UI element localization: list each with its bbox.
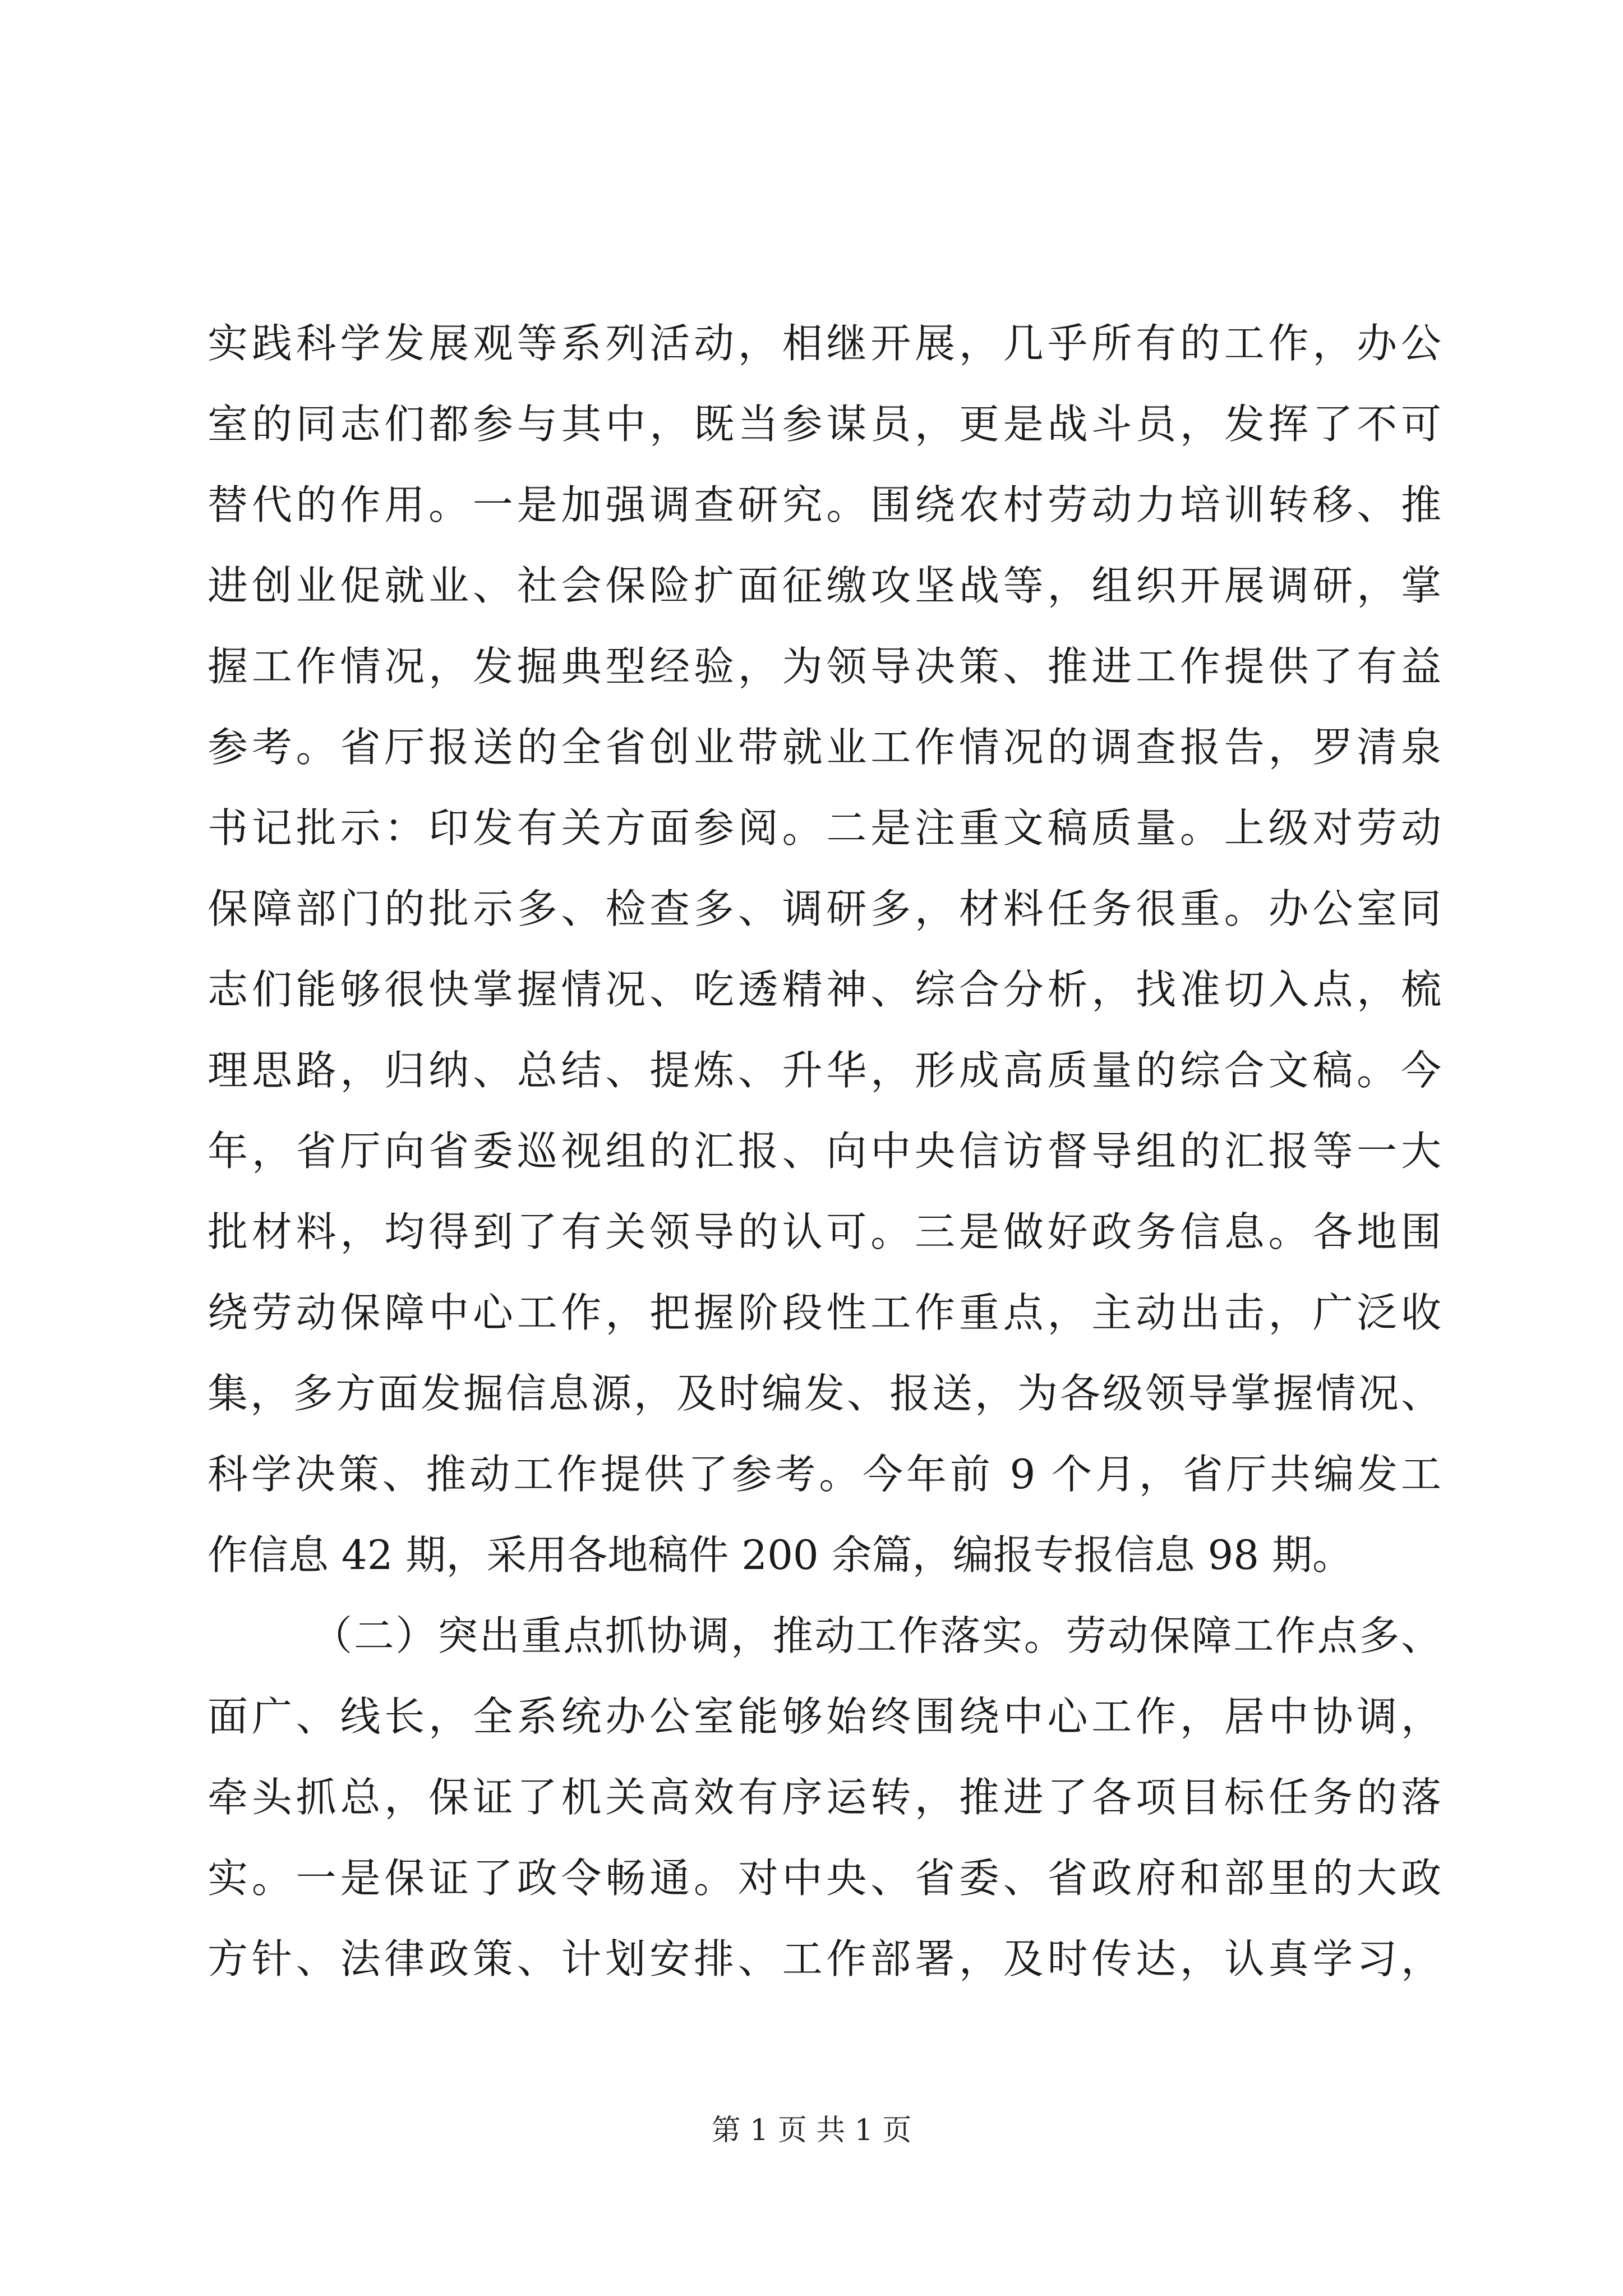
text-line: 进创业促就业、社会保险扩面征缴攻坚战等，组织开展调研，掌 [208,562,1441,609]
text-line: 牵头抓总，保证了机关高效有序运转，推进了各项目标任务的落 [208,1774,1441,1821]
text-line: 作信息 42 期，采用各地稿件 200 余篇，编报专报信息 98 期。 [208,1531,1353,1579]
text-line: 年，省厅向省委巡视组的汇报、向中央信访督导组的汇报等一大 [208,1128,1441,1175]
text-line: 实践科学发展观等系列活动，相继开展，几乎所有的工作，办公 [208,320,1441,367]
text-line: （二）突出重点抓协调，推动工作落实。劳动保障工作点多、 [312,1612,1441,1659]
text-line: 科学决策、推动工作提供了参考。今年前 9 个月，省厅共编发工 [208,1451,1441,1498]
text-line: 保障部门的批示多、检查多、调研多，材料任务很重。办公室同 [208,885,1441,932]
text-line: 握工作情况，发掘典型经验，为领导决策、推进工作提供了有益 [208,643,1441,690]
text-line: 书记批示：印发有关方面参阅。二是注重文稿质量。上级对劳动 [208,804,1441,852]
body-text [208,303,1441,1999]
text-line: 集，多方面发掘信息源，及时编发、报送，为各级领导掌握情况、 [208,1370,1441,1417]
text-line: 志们能够很快掌握情况、吃透精神、综合分析，找准切入点，梳 [208,966,1441,1013]
text-line: 理思路，归纳、总结、提炼、升华，形成高质量的综合文稿。今 [208,1047,1441,1094]
text-line: 替代的作用。一是加强调查研究。围绕农村劳动力培训转移、推 [208,481,1441,528]
text-line: 方针、法律政策、计划安排、工作部署，及时传达，认真学习， [208,1935,1441,1982]
text-line: 实。一是保证了政令畅通。对中央、省委、省政府和部里的大政 [208,1855,1441,1902]
text-line: 批材料，均得到了有关领导的认可。三是做好政务信息。各地围 [208,1208,1441,1255]
text-line: 面广、线长，全系统办公室能够始终围绕中心工作，居中协调， [208,1693,1441,1740]
text-line: 室的同志们都参与其中，既当参谋员，更是战斗员，发挥了不可 [208,401,1441,448]
text-line: 参考。省厅报送的全省创业带就业工作情况的调查报告，罗清泉 [208,724,1441,771]
text-line: 绕劳动保障中心工作，把握阶段性工作重点，主动出击，广泛收 [208,1289,1441,1336]
page-footer: 第 1 页 共 1 页 [711,2114,912,2147]
